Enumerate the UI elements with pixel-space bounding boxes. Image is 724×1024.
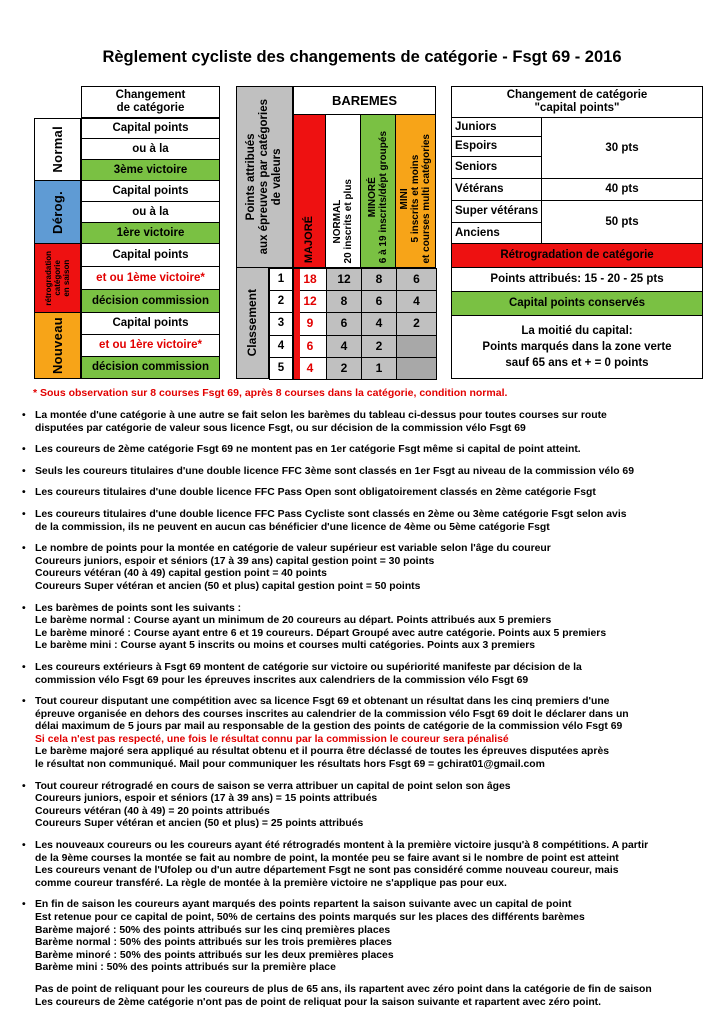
rule-line: Le barème minoré : Course ayant entre 6 et 19 coureurs. Départ Groupé avec autre catégorie. Points aux 5 premiers: [35, 627, 607, 639]
points-side-text: [245, 99, 284, 254]
category-derog: [34, 181, 81, 244]
bareme-value: [396, 335, 437, 358]
rule-line: Le barème majoré sera appliqué au résultat obtenu et il pourra être déclassé de toutes les épreuves disputées après: [35, 746, 610, 758]
col-minore: [361, 115, 396, 268]
age-juniors: Juniors: [451, 118, 542, 137]
category-retro: [34, 244, 81, 313]
rule-line: comme coureur transféré. La règle de montée à la première victoire ne s'applique pas pour eux.: [35, 877, 507, 889]
bullet-dot-icon: •: [22, 696, 26, 708]
rule-line: Seuls les coureurs titulaires d'une double licence FFC 3ème sont classés en 1er Fsgt au niveau de la commission vélo 69: [35, 465, 634, 477]
retro-line1: Capital points: [81, 244, 220, 267]
left-header: [81, 86, 220, 118]
classement-text: Classement: [245, 289, 259, 357]
category-retro-label: [44, 251, 71, 306]
bareme-value: 6: [293, 335, 327, 358]
col-minore-line1: MINORÉ: [367, 176, 378, 217]
classement-label: [236, 268, 269, 379]
bullet-dot-icon: •: [22, 780, 26, 792]
points-50: 50 pts: [542, 201, 703, 244]
col-majore: [293, 115, 326, 268]
rule-bullet: [22, 899, 702, 975]
bareme-value: 4: [326, 335, 362, 358]
moitie-line1: La moitié du capital:: [521, 325, 633, 337]
category-nouveau-label: Nouveau: [50, 316, 65, 374]
final-paragraph: [22, 984, 702, 1009]
category-retro-line1: rétrogradation: [44, 250, 53, 306]
col-mini-label: [399, 134, 432, 264]
rule-bullet: [22, 603, 702, 653]
rule-line: Coureurs juniors, espoir et séniors (17 à 39 ans) = 15 points attribués: [35, 793, 378, 805]
rule-line: Tout coureur disputant une compétition avec sa licence Fsgt 69 et obtenant un résultat dans les cinq premiers d'une: [35, 696, 610, 708]
category-normal: [34, 118, 81, 181]
bullet-dot-icon: •: [22, 508, 26, 520]
col-minore-line2: 6 à 19 inscrits/dépt groupés: [378, 130, 389, 263]
rule-line: Tout coureur rétrogradé en cours de saison se verra attribuer un capital de point selon son âges: [35, 780, 511, 792]
nouveau-line2: et ou 1ère victoire*: [81, 335, 220, 357]
rule-line: de la 9ème courses la montée se fait au nombre de point, la montée peu se faire avant si le nombre de point est atteint: [35, 852, 619, 864]
bullet-dot-icon: •: [22, 444, 26, 456]
rule-bullet: [22, 410, 702, 435]
rule-line: La montée d'une catégorie à une autre se fait selon les barèmes du tableau ci-dessus pour toutes courses sur route: [35, 410, 607, 421]
bullet-dot-icon: •: [22, 410, 26, 421]
place-number: 1: [269, 268, 293, 291]
rule-line: Barème normal : 50% des points attribués sur les trois premières places: [35, 937, 392, 949]
category-normal-label: Normal: [50, 126, 65, 173]
bareme-value: 8: [326, 290, 362, 313]
retro-line2: et ou 1ème victoire*: [81, 267, 220, 290]
bareme-value: 4: [293, 357, 327, 380]
capital-header: [451, 86, 703, 118]
rule-line: Est retenue pour ce capital de point, 50% de certains des points marqués sur les places des différents barèmes: [35, 912, 585, 923]
place-number: 2: [269, 290, 293, 313]
rule-line: Le barème normal : Course ayant un minimum de 20 coureurs au départ. Points attribués aux 5 premiers: [35, 615, 552, 627]
age-seniors: Seniors: [451, 157, 542, 179]
place-number: 3: [269, 312, 293, 335]
rule-line: de la commission, ils ne peuvent en aucun cas bénéficier d'une licence de 4ème ou 5ème catégorie Fsgt: [35, 521, 550, 533]
rule-bullet: [22, 662, 702, 687]
bareme-value: 18: [293, 268, 327, 291]
col-mini-line1: MINI: [399, 187, 410, 209]
moitie-line2: Points marqués dans la zone verte: [482, 341, 672, 353]
bareme-value: 4: [361, 312, 397, 335]
bareme-value: 12: [326, 268, 362, 291]
rule-line: Barème majoré : 50% des points attribués sur les cinq premières places: [35, 924, 391, 936]
bareme-value: 8: [361, 268, 397, 291]
capital-header-line2: "capital points": [534, 102, 620, 114]
points-side-line1: Points attribués: [245, 133, 257, 221]
col-majore-label: MAJORÉ: [303, 215, 315, 263]
normal-line2: ou à la: [81, 139, 220, 160]
rule-bullet: [22, 487, 702, 500]
rule-line: commission vélo Fsgt 69 pour les épreuves inscrites aux calendriers de la commission vélo Fsgt 69: [35, 674, 529, 686]
rule-line: Les coureurs titulaires d'une double licence FFC Pass Cycliste sont classés en 2ème ou 3ème catégorie Fsgt selon avis: [35, 508, 627, 520]
bareme-value: 9: [293, 312, 327, 335]
bullet-dot-icon: •: [22, 465, 26, 477]
col-normal-line2: 20 inscrits et plus: [343, 178, 354, 263]
points-40: 40 pts: [542, 179, 703, 201]
rule-warning-line: Si cela n'est pas respecté, une fois le résultat connu par la commission le coureur sera pénalisé: [35, 733, 509, 745]
final-line: Les coureurs de 2ème catégorie n'ont pas de point de reliquat pour la saison suivante et rapartent avec zéro point.: [35, 996, 602, 1008]
rule-line: Barème minoré : 50% des points attribués sur les deux premières places: [35, 949, 394, 961]
rule-line: disputées par catégorie de valeur sous licence Fsgt, ou sur décision de la commission vélo Fsgt 69: [35, 422, 526, 434]
age-veterans: Vétérans: [451, 179, 542, 201]
col-mini: [396, 115, 436, 268]
place-number: 4: [269, 335, 293, 358]
bullet-dot-icon: •: [22, 661, 26, 673]
rule-bullet: [22, 840, 702, 890]
normal-line3: 3ème victoire: [81, 160, 220, 181]
left-header-corner: [34, 86, 81, 118]
rule-line: Le nombre de points pour la montée en catégorie de valeur supérieur est variable selon l'âge du coureur: [35, 543, 551, 555]
retro-header: Rétrogradation de catégorie: [451, 244, 703, 268]
rule-line: Les coureurs venant de l'Ufolep ou d'un autre département Fsgt ne sont pas considéré comme nouveau coureur, mais: [35, 865, 619, 877]
derog-line3: 1ère victoire: [81, 223, 220, 244]
rule-line: Barème mini : 50% des points attribués sur la première place: [35, 962, 336, 974]
points-side-label: [236, 86, 293, 268]
rule-line: épreuve organisée en dehors des courses inscrites au calendrier de la commission vélo Fsgt 69 doit le déclarer dans un: [35, 708, 629, 720]
rule-line: Coureurs Super vétéran et ancien (50 et plus) capital gestion point = 50 points: [35, 580, 421, 592]
retro-conserve: Capital points conservés: [451, 292, 703, 316]
bareme-value: 2: [361, 335, 397, 358]
place-number: 5: [269, 357, 293, 380]
bullet-dot-icon: •: [22, 487, 26, 499]
rule-line: Coureurs vétéran (40 à 49) capital gestion point = 40 points: [35, 568, 327, 580]
points-side-line2: aux épreuves par catégories: [258, 99, 270, 255]
bareme-value: 2: [326, 357, 362, 380]
bareme-value: 1: [361, 357, 397, 380]
left-header-line2: de catégorie: [116, 102, 185, 114]
rule-bullet: [22, 543, 702, 593]
observation-note: * Sous observation sur 8 courses Fsgt 69, après 8 courses dans la catégorie, condition normal.: [33, 387, 508, 399]
bullet-dot-icon: •: [22, 840, 26, 852]
rule-line: En fin de saison les coureurs ayant marqués des points repartent la saison suivante avec un capital de point: [35, 899, 572, 911]
nouveau-line3: décision commission: [81, 357, 220, 379]
rule-line: Coureurs Super vétéran et ancien (50 et plus) = 25 points attribués: [35, 818, 364, 830]
category-derog-label: Dérog.: [50, 190, 65, 234]
rule-line: Les nouveaux coureurs ou les coureurs ayant été rétrogradés montent à la première victoire jusqu'à 8 compétitions. A partir: [35, 840, 649, 852]
rule-line: Les coureurs extérieurs à Fsgt 69 montent de catégorie sur victoire ou supériorité manifeste par décision de la: [35, 661, 582, 673]
bullet-dot-icon: •: [22, 602, 26, 614]
age-super-veterans: Super vétérans: [451, 201, 542, 223]
majore-stripe: [294, 269, 300, 379]
col-mini-line3: et courses multi catégories: [421, 133, 432, 263]
rule-line: Coureurs juniors, espoir et séniors (17 à 39 ans) capital gestion point = 30 points: [35, 555, 435, 567]
bareme-value: 6: [326, 312, 362, 335]
rule-bullet: [22, 466, 702, 479]
category-retro-line3: en saison: [62, 259, 71, 297]
normal-line1: Capital points: [81, 118, 220, 139]
rule-bullet: [22, 444, 702, 457]
rule-bullet: [22, 509, 702, 534]
category-nouveau: [34, 313, 81, 379]
bareme-value: [396, 357, 437, 380]
col-mini-line2: 5 inscrits et moins: [410, 154, 421, 243]
bareme-value: 4: [396, 290, 437, 313]
bareme-value: 2: [396, 312, 437, 335]
page-title: Règlement cycliste des changements de catégorie - Fsgt 69 - 2016: [102, 48, 622, 66]
rule-line: le résultat non communiqué. Mail pour communiquer les résultats hors Fsgt 69 = gchirat01@gmail.com: [35, 759, 545, 771]
age-espoirs: Espoirs: [451, 137, 542, 157]
rule-line: Les coureurs de 2ème catégorie Fsgt 69 ne montent pas en 1er catégorie Fsgt même si capital de point atteint.: [35, 444, 581, 456]
bullet-dot-icon: •: [22, 543, 26, 555]
rule-line: Le barème mini : Course ayant 5 inscrits ou moins et courses multi catégories. Points aux 3 premiers: [35, 640, 536, 652]
bullet-dot-icon: •: [22, 899, 26, 911]
points-side-line3: de valeurs: [271, 148, 283, 206]
rule-bullet: [22, 696, 702, 772]
nouveau-line1: Capital points: [81, 313, 220, 335]
rules-text: [22, 410, 702, 1009]
rule-line: Coureurs vétéran (40 à 49) = 20 points attribués: [35, 805, 270, 817]
capital-header-line1: Changement de catégorie: [506, 89, 648, 101]
col-normal-line1: NORMAL: [332, 198, 343, 243]
col-normal: [326, 115, 361, 268]
retro-attrib: Points attribués: 15 - 20 - 25 pts: [451, 268, 703, 292]
left-header-line1: Changement: [115, 89, 186, 101]
bareme-value: 6: [396, 268, 437, 291]
retro-line3: décision commission: [81, 290, 220, 313]
baremes-header: BAREMES: [293, 86, 436, 115]
col-minore-label: [367, 131, 389, 263]
age-anciens: Anciens: [451, 223, 542, 244]
derog-line2: ou à la: [81, 202, 220, 223]
category-retro-line2: catégorie: [53, 260, 62, 296]
bareme-value: 12: [293, 290, 327, 313]
final-line: Pas de point de reliquant pour les coureurs de plus de 65 ans, ils rapartent avec zéro point dans la catégorie de fin de saison: [35, 983, 652, 995]
derog-line1: Capital points: [81, 181, 220, 202]
rule-line: Les barèmes de points sont les suivants :: [35, 602, 242, 614]
rule-line: Les coureurs titulaires d'une double licence FFC Pass Open sont obligatoirement classés en 2ème catégorie Fsgt: [35, 487, 596, 499]
rule-line: délai maximum de 5 jours par mail au responsable de la gestion des points de catégorie de la commission vélo Fsgt 69: [35, 721, 623, 733]
moitie-line3: sauf 65 ans et + = 0 points: [505, 357, 649, 369]
retro-moitie: [451, 316, 703, 379]
points-30: 30 pts: [542, 118, 703, 179]
col-normal-label: [332, 179, 354, 263]
rule-bullet: [22, 781, 702, 831]
bareme-value: 6: [361, 290, 397, 313]
